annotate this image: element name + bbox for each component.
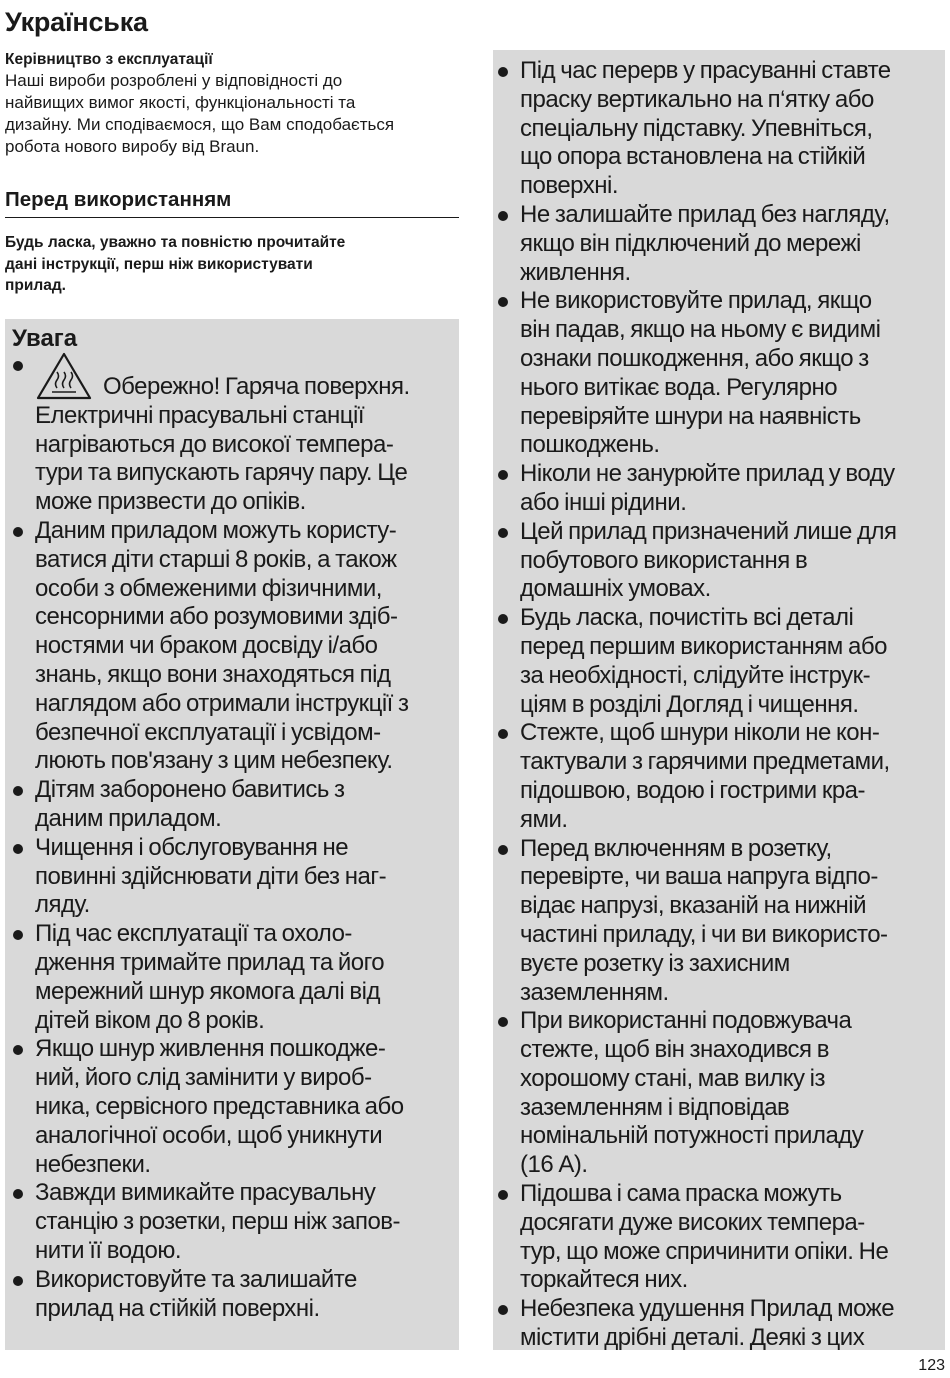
bullet-line: вуєте розетку із захисним — [520, 949, 790, 977]
bullet-line: Використовуйте та залишайте — [35, 1265, 357, 1293]
bullet-line: живлення. — [520, 258, 631, 286]
bullet-item — [12, 1266, 457, 1324]
bullet-line: ватися діти старші 8 років, а також — [35, 545, 397, 573]
intro-line: дизайну. Ми сподіваємося, що Вам сподобається — [5, 115, 395, 134]
bullet-line: нагріваються до високої темпера- — [35, 430, 394, 458]
bullet-line: Під час перерв у прасуванні ставте — [520, 57, 891, 84]
intro-line: Наші вироби розроблені у відповідності до — [5, 71, 343, 90]
bullet-line: перевірте, чи ваша напруга відпо- — [520, 863, 878, 891]
bullet-line: ознаки пошкодження, або якщо з — [520, 344, 869, 372]
bullet-icon — [498, 1017, 508, 1027]
bullet-item — [12, 351, 457, 517]
bullet-line: може призвести до опіків. — [35, 488, 306, 516]
bullet-line: Дітям заборонено бавитись з — [35, 776, 345, 804]
bullet-line: побутового використання в — [520, 546, 808, 574]
bullet-line: ностями чи браком досвіду і/або — [35, 632, 378, 660]
bullet-icon — [498, 528, 508, 538]
bullet-icon — [13, 527, 23, 537]
intro-line: найвищих вимог якості, функціональності та — [5, 93, 356, 112]
bullet-line: нити її водою. — [35, 1236, 182, 1264]
bullet-item — [12, 1035, 457, 1179]
bullet-icon — [498, 1305, 508, 1315]
bullet-line: відає напрузі, вказаній на нижній — [520, 892, 867, 920]
bullet-item — [12, 776, 457, 834]
bullet-line: (16 А). — [520, 1151, 588, 1179]
bullet-line: Не залишайте прилад без нагляду, — [520, 200, 890, 228]
bullet-line: Під час експлуатації та охоло- — [35, 920, 352, 948]
bullet-line — [35, 351, 457, 402]
bullet-line: небезпеки. — [35, 1150, 151, 1178]
bullet-line: Перед включенням в розетку, — [520, 834, 832, 862]
bullet-line: перевіряйте шнури на наявність — [520, 402, 861, 430]
bullet-line: Стежте, щоб шнури ніколи не кон- — [520, 719, 880, 747]
bullet-line: Завжди вимикайте прасувальну — [35, 1179, 376, 1207]
bullet-icon — [498, 729, 508, 739]
bullet-line: нього витікає вода. Регулярно — [520, 373, 838, 401]
bullet-line: праску вертикально на п‘ятку або — [520, 85, 874, 113]
bullet-icon — [13, 1045, 23, 1055]
bullet-line: ний, його слід замінити у вироб- — [35, 1064, 372, 1092]
bullet-line-text: Обережно! Гаряча поверхня. — [103, 373, 410, 400]
intro-heading: Керівництво з експлуатації — [5, 51, 213, 68]
bullet-line: даним приладом. — [35, 804, 222, 832]
bullet-line: перед першим використанням або — [520, 632, 887, 660]
bullet-line: особи з обмеженими фізичними, — [35, 574, 382, 602]
bullet-line: що опора встановлена на стійкій — [520, 143, 866, 171]
hot-surface-warning-icon — [35, 351, 93, 401]
bullet-line: безпечної експлуатації і усвідом- — [35, 718, 381, 746]
bullet-line: тактували з гарячими предметами, — [520, 748, 890, 776]
bullet-icon — [498, 1190, 508, 1200]
bullet-line: тури та випускають гарячу пару. Це — [35, 459, 408, 487]
bullet-icon — [13, 844, 23, 854]
bullet-icon — [498, 67, 508, 77]
bullet-line: заземленням і відповідав — [520, 1093, 790, 1121]
bullet-line: Електричні прасувальні станції — [35, 401, 364, 429]
bullet-line: наглядом або отримали інструкції з — [35, 689, 409, 717]
bullet-line: ника, сервісного представника або — [35, 1092, 404, 1120]
bullet-line: ляду. — [35, 891, 90, 919]
bullet-line: пошкоджень. — [520, 431, 660, 459]
bullet-line: Чищення і обслуговування не — [35, 833, 349, 861]
read-instructions-note — [5, 232, 459, 297]
bullet-line: Даним приладом можуть користу- — [35, 516, 397, 544]
bullet-icon — [498, 297, 508, 307]
read-note-line: прилад. — [5, 277, 66, 294]
bullet-item — [497, 518, 945, 604]
bullet-line: спеціальну підставку. Упевніться, — [520, 114, 873, 142]
intro-column — [5, 50, 459, 297]
bullet-line: дження тримайте прилад та його — [35, 948, 385, 976]
bullet-icon — [13, 786, 23, 796]
safety-list — [497, 57, 945, 1353]
bullet-line: повинні здійснювати діти без наг- — [35, 862, 387, 890]
bullet-item — [12, 834, 457, 920]
bullet-line: домашніх умовах. — [520, 575, 711, 603]
bullet-line: Підошва і сама праска можуть — [520, 1180, 842, 1208]
bullet-line: Небезпека удушення Прилад може — [520, 1295, 895, 1323]
bullet-line: люють пов'язану з цим небезпеку. — [35, 747, 393, 775]
warning-box — [5, 319, 459, 1350]
bullet-line: сенсорними або розумовими здіб- — [35, 603, 398, 631]
bullet-line: мережний шнур якомога далі від — [35, 977, 380, 1005]
bullet-line: При використанні подовжувача — [520, 1007, 852, 1035]
page-number: 123 — [918, 1357, 945, 1374]
bullet-line: станцію з розетки, перш ніж запов- — [35, 1208, 401, 1236]
bullet-item — [497, 57, 945, 201]
bullet-icon — [13, 1189, 23, 1199]
bullet-line: містити дрібні деталі. Деякі з цих — [520, 1324, 865, 1352]
bullet-item — [497, 287, 945, 460]
bullet-line: частині приладу, і чи ви використо- — [520, 920, 888, 948]
bullet-line: дітей віком до 8 років. — [35, 1006, 265, 1034]
bullet-line: або інші рідини. — [520, 488, 687, 516]
bullet-item — [497, 1007, 945, 1180]
bullet-item — [497, 201, 945, 287]
bullet-item — [497, 1180, 945, 1295]
bullet-line: торкайтеся них. — [520, 1266, 688, 1294]
warning-list — [12, 373, 457, 1323]
bullet-icon — [498, 211, 508, 221]
bullet-item — [12, 517, 457, 776]
bullet-icon — [498, 845, 508, 855]
bullet-line: за необхідності, слідуйте інструк- — [520, 661, 871, 689]
bullet-item — [497, 460, 945, 518]
bullet-icon — [498, 470, 508, 480]
bullet-item — [12, 1179, 457, 1265]
read-note-line: дані інструкції, перш ніж використувати — [5, 255, 313, 273]
bullet-line: підошвою, водою і гострими кра- — [520, 776, 865, 804]
bullet-icon — [13, 1276, 23, 1286]
bullet-line: він падав, якщо на ньому є видимі — [520, 316, 881, 344]
bullet-line: досягати дуже високих темпера- — [520, 1208, 865, 1236]
bullet-line: стежте, щоб він знаходився в — [520, 1036, 829, 1064]
bullet-icon — [13, 361, 23, 371]
bullet-item — [497, 719, 945, 834]
bullet-item — [497, 1295, 945, 1353]
bullet-line: Якщо шнур живлення пошкодже- — [35, 1035, 386, 1063]
bullet-icon — [498, 614, 508, 624]
bullet-line: номінальній потужності приладу — [520, 1122, 864, 1150]
bullet-line: прилад на стійкій поверхні. — [35, 1294, 320, 1322]
bullet-line: поверхні. — [520, 172, 619, 200]
read-note-line: Будь ласка, уважно та повністю прочитайте — [5, 234, 346, 251]
section-heading: Перед використанням — [5, 186, 459, 218]
bullet-line: аналогічної особи, щоб уникнути — [35, 1121, 383, 1149]
bullet-item — [12, 920, 457, 1035]
bullet-line: Будь ласка, почистіть всі деталі — [520, 604, 854, 632]
bullet-line: ями. — [520, 805, 568, 833]
bullet-line: якщо він підключений до мережі — [520, 229, 861, 257]
bullet-line: Не використовуйте прилад, якщо — [520, 287, 872, 315]
bullet-line: Цей прилад призначений лише для — [520, 517, 897, 545]
bullet-icon — [13, 930, 23, 940]
bullet-line: хорошому стані, мав вилку із — [520, 1064, 826, 1092]
bullet-line: ціям в розділі Догляд і чищення. — [520, 690, 859, 718]
bullet-item — [497, 835, 945, 1008]
bullet-line: Ніколи не занурюйте прилад у воду — [520, 460, 895, 488]
intro-line: робота нового виробу від Braun. — [5, 137, 260, 156]
warning-title: Увага — [12, 325, 78, 352]
bullet-line: заземленням. — [520, 978, 669, 1006]
language-title: Українська — [5, 7, 148, 37]
bullet-item — [497, 604, 945, 719]
bullet-line: тур, що може спричинити опіки. Не — [520, 1237, 889, 1265]
bullet-line: знань, якщо вони знаходяться під — [35, 660, 391, 688]
intro-paragraph — [5, 70, 455, 158]
